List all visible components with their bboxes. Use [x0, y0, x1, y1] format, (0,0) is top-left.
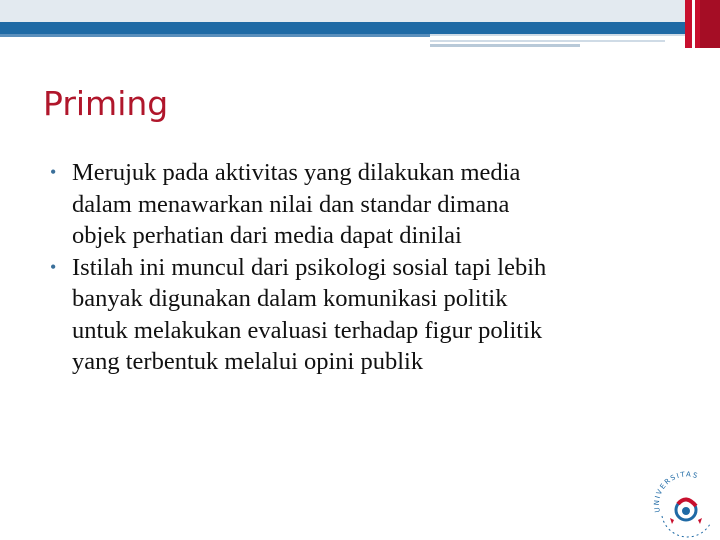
bullet-icon: • — [50, 162, 57, 182]
bullet-line: objek perhatian dari media dapat dinilai — [72, 222, 462, 249]
bullet-line: Istilah ini muncul dari psikologi sosial tapi lebih — [72, 253, 547, 281]
bullet-line: Merujuk pada aktivitas yang dilakukan media — [72, 159, 521, 186]
bullet-line: untuk melakukan evaluasi terhadap figur politik — [72, 316, 543, 344]
university-seal-icon — [652, 464, 720, 540]
bullet-line: dalam menawarkan nilai dan standar dimana — [72, 190, 510, 218]
slide-title: Priming — [43, 84, 169, 123]
bullet-item — [50, 157, 705, 252]
bullet-item — [50, 252, 705, 378]
bullet-list — [50, 157, 705, 378]
bullet-line: yang terbentuk melalui opini publik — [72, 348, 424, 375]
bullet-line: banyak digunakan dalam komunikasi politik — [72, 285, 508, 312]
svg-text:UNIVERSITAS: UNIVERSITAS — [652, 470, 700, 514]
bullet-icon: • — [50, 256, 57, 277]
